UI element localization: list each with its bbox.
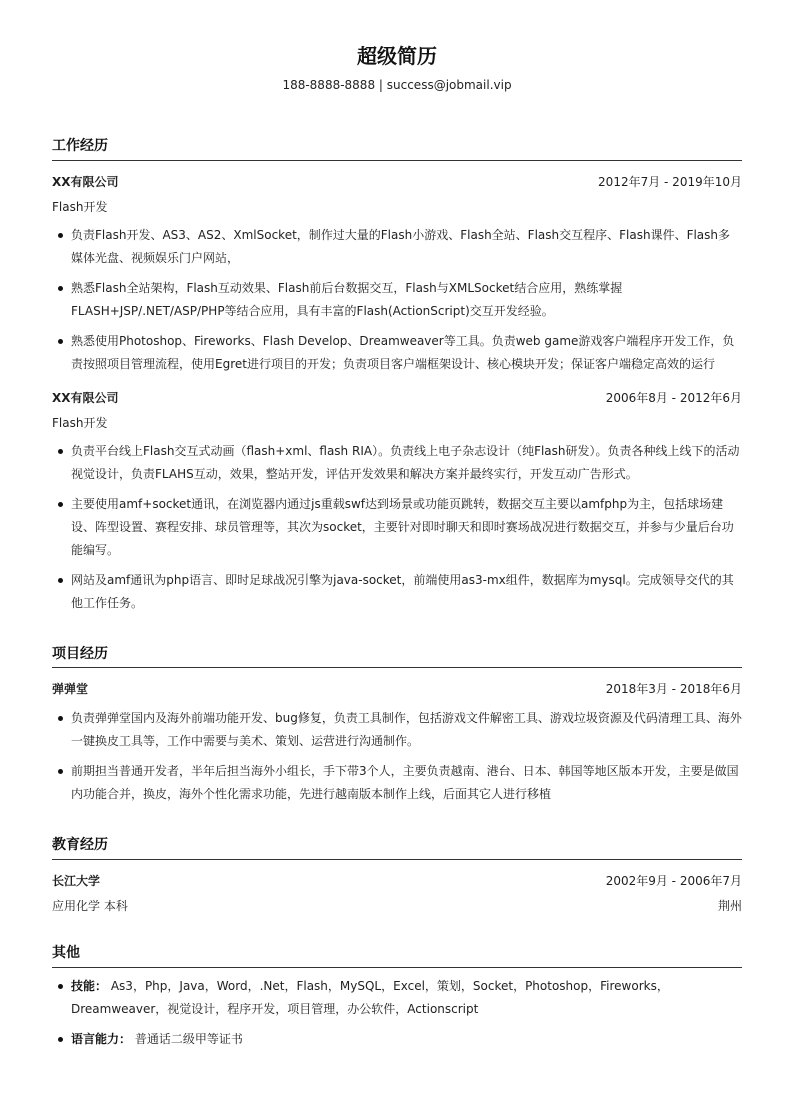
- job-header: [52, 389, 742, 407]
- list-item: 负责平台线上Flash交互式动画（flash+xml、flash RIA）。负责线上电子杂志设计（纯Flash研发）。负责各种线上线下的活动视觉设计，负责FLAHS互动，效果，整站开发，评估开发效果和解决方案并最终实行，开发互动广告形式。: [71, 440, 742, 486]
- section-title-work: 工作经历: [52, 138, 108, 154]
- list-item: 前期担当普通开发者，半年后担当海外小组长，手下带3个人，主要负责越南、港台、日本、韩国等地区版本开发，主要是做国内功能合并，换皮，海外个性化需求功能，先进行越南版本制作上线，后面其它人进行移植: [71, 760, 742, 806]
- job-dates: 2006年8月 - 2012年6月: [605, 391, 742, 405]
- language-value: 普通话二级甲等证书: [134, 1032, 243, 1046]
- section-title-other: 其他: [52, 945, 80, 961]
- section-title-education: 教育经历: [52, 837, 108, 853]
- skills-value: As3，Php，Java，Word，.Net，Flash，MySQL，Excel，策划，Socket，Photoshop，Fireworks，Dreamweaver，视觉设计，程序开发，项目管理，办公软件，Actionscript: [71, 979, 669, 1016]
- job-header: [52, 173, 742, 191]
- job-dates: 2012年7月 - 2019年10月: [598, 175, 742, 189]
- education-details: [52, 897, 742, 915]
- section-divider: [52, 967, 742, 968]
- education-dates: 2002年9月 - 2006年7月: [605, 874, 742, 888]
- school-name: 长江大学: [52, 874, 101, 888]
- project-bullets: [52, 707, 742, 813]
- list-item: [71, 1028, 742, 1051]
- education-header: [52, 872, 742, 890]
- company-name: XX有限公司: [52, 175, 119, 189]
- section-divider: [52, 859, 742, 860]
- section-divider: [52, 160, 742, 161]
- company-name: XX有限公司: [52, 391, 119, 405]
- project-header: [52, 680, 742, 698]
- language-label: 语言能力：: [71, 1032, 132, 1046]
- skills-label: 技能：: [71, 979, 108, 993]
- list-item: 熟悉Flash全站架构，Flash互动效果、Flash前后台数据交互，Flash与XMLSocket结合应用，熟练掌握FLASH+JSP/.NET/ASP/PHP等结合应用，具有丰富的Flash(ActionScript)交互开发经验。: [71, 277, 742, 323]
- job-bullets: [52, 224, 742, 383]
- list-item: 熟悉使用Photoshop、Fireworks、Flash Develop、Dreamweaver等工具。负责web game游戏客户端程序开发工作，负责按照项目管理流程，使用Egret进行项目的开发；负责项目客户端框架设计、核心模块开发；保证客户端稳定高效的运行: [71, 330, 742, 376]
- job-role: Flash开发: [52, 200, 108, 214]
- major-degree: 应用化学 本科: [52, 899, 128, 913]
- school-location: 荆州: [717, 899, 742, 913]
- list-item: 主要使用amf+socket通讯，在浏览器内通过js重载swf达到场景或功能页跳转，数据交互主要以amfphp为主，包括球场建设、阵型设置、赛程安排、球员管理等，其次为socket，主要针对即时聊天和即时赛场战况进行数据交互，并参与少量后台功能编写。: [71, 493, 742, 562]
- list-item: 负责弹弹堂国内及海外前端功能开发、bug修复，负责工具制作，包括游戏文件解密工具、游戏垃圾资源及代码清理工具、海外一键换皮工具等，工作中需要与美术、策划、运营进行沟通制作。: [71, 707, 742, 753]
- other-list: [52, 975, 742, 1058]
- section-title-projects: 项目经历: [52, 646, 108, 662]
- project-name: 弹弹堂: [52, 682, 89, 696]
- contact-info: 188-8888-8888 | success@jobmail.vip: [282, 78, 512, 92]
- job-role: Flash开发: [52, 416, 108, 430]
- section-divider: [52, 667, 742, 668]
- job-bullets: [52, 440, 742, 622]
- list-item: [71, 975, 742, 1021]
- resume-name: 超级简历: [357, 44, 437, 68]
- list-item: 负责Flash开发、AS3、AS2、XmlSocket，制作过大量的Flash小游戏、Flash全站、Flash交互程序、Flash课件、Flash多媒体光盘、视频娱乐门户网站，: [71, 224, 742, 270]
- project-dates: 2018年3月 - 2018年6月: [605, 682, 742, 696]
- list-item: 网站及amf通讯为php语言、即时足球战况引擎为java-socket，前端使用as3-mx组件，数据库为mysql。完成领导交代的其他工作任务。: [71, 569, 742, 615]
